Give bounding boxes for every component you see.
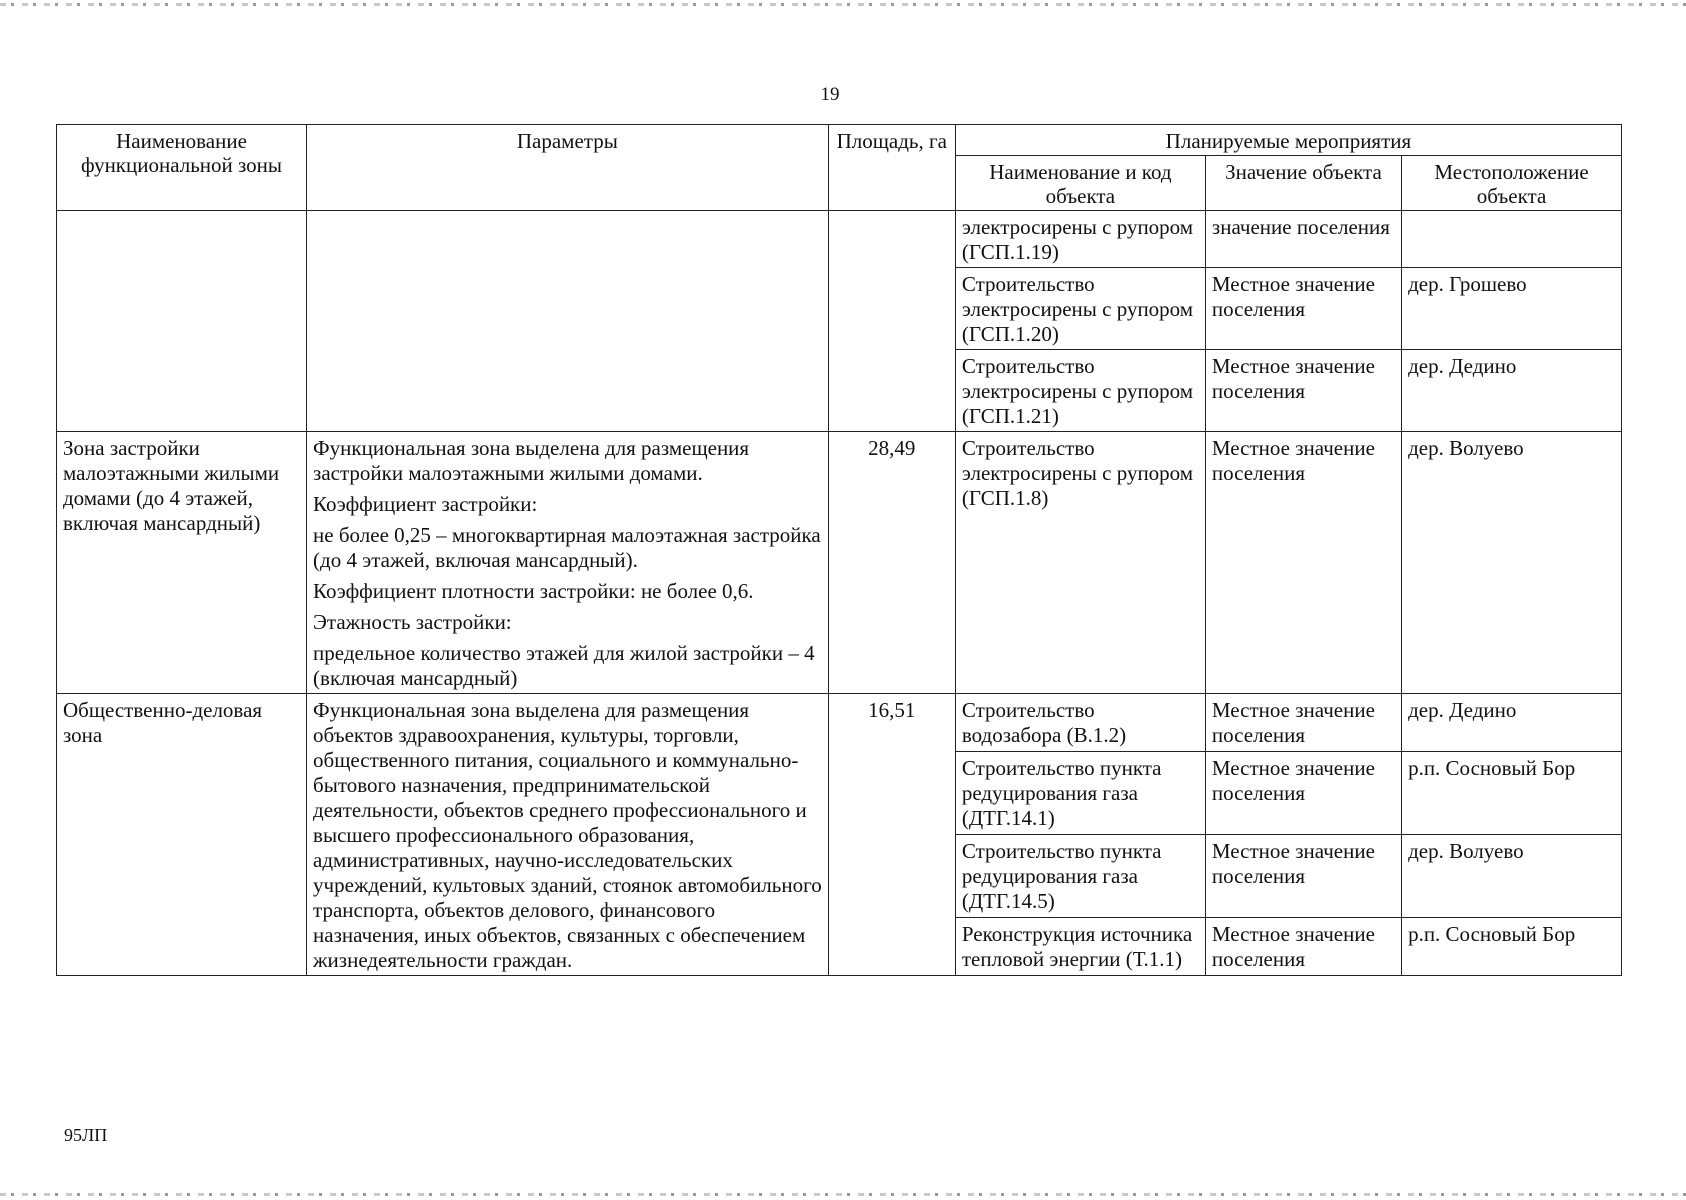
object-name-cell: Реконструкция источника тепловой энергии (Т.1.1) — [955, 918, 1205, 976]
header-zone-name: Наименование функциональной зоны — [57, 125, 307, 211]
table-row — [57, 211, 1622, 268]
parameters-cell — [307, 694, 829, 976]
parameter-paragraph: Функциональная зона выделена для размещения объектов здравоохранения, культуры, торговли, общественного питания, социального и коммунально-бытового назначения, предпринимательской деятельности, объектов среднего профессионального и высшего профессионального образования, административных, научно-исследовательских учреждений, культовых зданий, стоянок автомобильного транспорта, объектов делового, финансового назначения, иных объектов, связанных с обеспечением жизнедеятельности граждан. — [313, 698, 822, 972]
area-cell: 16,51 — [828, 694, 955, 976]
parameter-paragraph: Коэффициент плотности застройки: не более 0,6. — [313, 579, 754, 603]
object-value-cell: Местное значение поселения — [1205, 432, 1401, 694]
header-object-location: Местоположение объекта — [1402, 156, 1622, 211]
object-name-cell: Строительство электросирены с рупором (ГСП.1.20) — [955, 268, 1205, 350]
header-object-name: Наименование и код объекта — [955, 156, 1205, 211]
object-location-cell: дер. Волуево — [1402, 432, 1622, 694]
object-name-cell: Строительство пункта редуцирования газа (ДТГ.14.5) — [955, 834, 1205, 917]
table-row — [57, 432, 1622, 694]
object-name-cell: электросирены с рупором (ГСП.1.19) — [955, 211, 1205, 268]
parameter-paragraph: предельное количество этажей для жилой застройки – 4 (включая мансардный) — [313, 641, 815, 690]
object-location-cell: дер. Грошево — [1402, 268, 1622, 350]
header-parameters: Параметры — [307, 125, 829, 211]
parameter-paragraph: Функциональная зона выделена для размещения застройки малоэтажными жилыми домами. — [313, 436, 750, 485]
header-area: Площадь, га — [828, 125, 955, 211]
header-object-value: Значение объекта — [1205, 156, 1401, 211]
object-value-cell: значение поселения — [1205, 211, 1401, 268]
scan-edge-top — [0, 3, 1686, 6]
scan-edge-bottom — [0, 1193, 1686, 1196]
area-cell-continued — [828, 211, 955, 432]
object-value-cell: Местное значение поселения — [1205, 918, 1401, 976]
parameters-cell-continued — [307, 211, 829, 432]
parameter-paragraph: Этажность застройки: — [313, 610, 512, 634]
parameter-paragraph: Коэффициент застройки: — [313, 492, 538, 516]
object-location-cell: р.п. Сосновый Бор — [1402, 918, 1622, 976]
object-location-cell: дер. Дедино — [1402, 694, 1622, 752]
page-number: 19 — [820, 84, 840, 105]
object-value-cell: Местное значение поселения — [1205, 751, 1401, 834]
object-location-cell: р.п. Сосновый Бор — [1402, 751, 1622, 834]
object-value-cell: Местное значение поселения — [1205, 268, 1401, 350]
table-row — [57, 694, 1622, 752]
object-location-cell: дер. Волуево — [1402, 834, 1622, 917]
object-name-cell: Строительство пункта редуцирования газа (ДТГ.14.1) — [955, 751, 1205, 834]
parameter-paragraph: не более 0,25 – многоквартирная малоэтажная застройка (до 4 этажей, включая мансардный). — [313, 523, 821, 572]
table-body — [57, 211, 1622, 976]
functional-zones-table — [56, 124, 1622, 976]
area-cell: 28,49 — [828, 432, 955, 694]
zone-name-cell: Общественно-деловая зона — [57, 694, 307, 976]
object-value-cell: Местное значение поселения — [1205, 694, 1401, 752]
object-location-cell — [1402, 211, 1622, 268]
object-name-cell: Строительство электросирены с рупором (ГСП.1.8) — [955, 432, 1205, 694]
object-value-cell: Местное значение поселения — [1205, 834, 1401, 917]
parameters-cell — [307, 432, 829, 694]
object-value-cell: Местное значение поселения — [1205, 350, 1401, 432]
object-name-cell: Строительство электросирены с рупором (ГСП.1.21) — [955, 350, 1205, 432]
object-location-cell: дер. Дедино — [1402, 350, 1622, 432]
zone-name-cell: Зона застройки малоэтажными жилыми домами (до 4 этажей, включая мансардный) — [57, 432, 307, 694]
document-code: 95ЛП — [64, 1125, 108, 1145]
table-header-row — [57, 125, 1622, 156]
header-planned-measures: Планируемые мероприятия — [955, 125, 1621, 156]
object-name-cell: Строительство водозабора (В.1.2) — [955, 694, 1205, 752]
zone-name-cell-continued — [57, 211, 307, 432]
